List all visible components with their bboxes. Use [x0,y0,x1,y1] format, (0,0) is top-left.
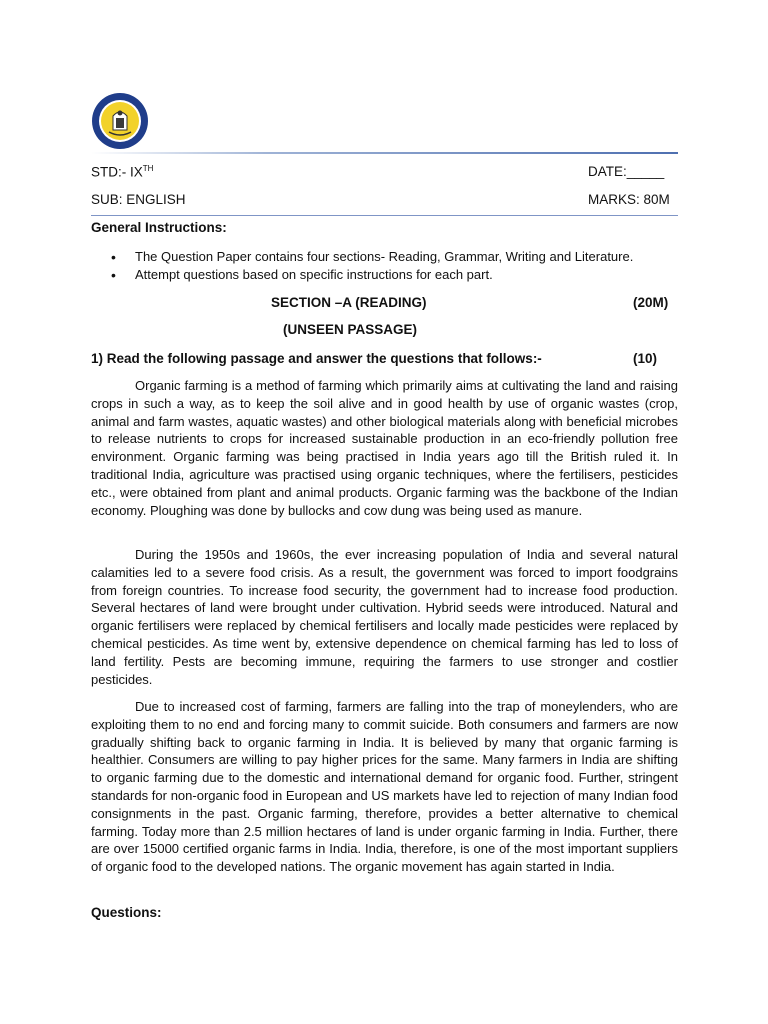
date-label: DATE:_____ [588,164,665,179]
list-item: • Attempt questions based on specific instructions for each part. [111,267,493,283]
general-instructions-heading: General Instructions: [91,220,227,235]
header-top-rule [91,152,678,154]
passage-paragraph-1: Organic farming is a method of farming which primarily aims at cultivating the land and raising crops in such a way, as to keep the soil alive and in good health by use of organic wastes (crop, animal and farm wastes, aquatic wastes) and other biological materials along with beneficial microbes to release nutrients to crops for increased sustainable production in an eco-friendly pollution free environment. Organic farming was being practised in India years ago till the British ruled it. In traditional India, agriculture was practised using organic techniques, where the fertilisers, pesticides etc., were obtained from plant and animal products. Organic farming was the backbone of the Indian economy. Ploughing was done by bullocks and cow dung was being used as manure. [91,378,678,518]
header-row-subject-marks [91,192,678,207]
question-1-marks: (10) [633,351,658,366]
standard-label: STD:- IXTH [91,164,154,180]
section-a-marks: (20M) [633,295,669,310]
instructions-list [91,248,691,284]
marks-label: MARKS: 80M [588,192,670,207]
passage-paragraph-3: Due to increased cost of farming, farmers are falling into the trap of moneylenders, who are exploiting them to no end and forcing many to commit suicide. Both consumers and farmers are now gradually shifting back to organic farming in India. It is believed by many that organic farming is healthier. Consumers are willing to pay higher prices for the same. Many farmers in India are shifting to organic farming due to the domestic and international demand for organic food. Further, stringent standards for non-organic food in European and US markets have led to rejection of many Indian food consignments in the past. Organic farming, therefore, provides a better alternative to chemical farming. Today more than 2.5 million hectares of land is under organic farming in India. Further, there are over 15000 certified organic farms in India. India, therefore, is one of the most important suppliers of organic food to the developed nations. The organic movement has again started in India. [91,699,678,875]
header-bottom-rule [91,215,678,216]
passage-paragraph-2: During the 1950s and 1960s, the ever increasing population of India and several natural calamities led to a severe food crisis. As a result, the government was forced to import foodgrains from foreign countries. To increase food security, the government had to increase food production. Several hectares of land were brought under cultivation. Hybrid seeds were introduced. Natural and organic fertilisers were replaced by chemical fertilisers and locally made pesticides were replaced by chemical pesticides. As time went by, extensive dependence on chemical farming has led to loss of land fertility. Pests are becoming immune, requiring the farmers to use stronger and costlier pesticides. [91,547,678,687]
bullet-icon: • [111,249,116,265]
subject-label: SUB: ENGLISH [91,192,186,207]
questions-heading: Questions: [91,905,162,920]
question-1-row [91,351,678,366]
school-crest-icon [91,92,149,150]
list-item: • The Question Paper contains four sections- Reading, Grammar, Writing and Literature. [111,249,634,265]
section-a-subtitle: (UNSEEN PASSAGE) [283,322,418,337]
section-a-title: SECTION –A (READING) [271,295,427,310]
bullet-icon: • [111,267,116,283]
header-row-std-date [91,164,678,180]
question-1-prompt: 1) Read the following passage and answer the questions that follows:- [91,351,542,366]
